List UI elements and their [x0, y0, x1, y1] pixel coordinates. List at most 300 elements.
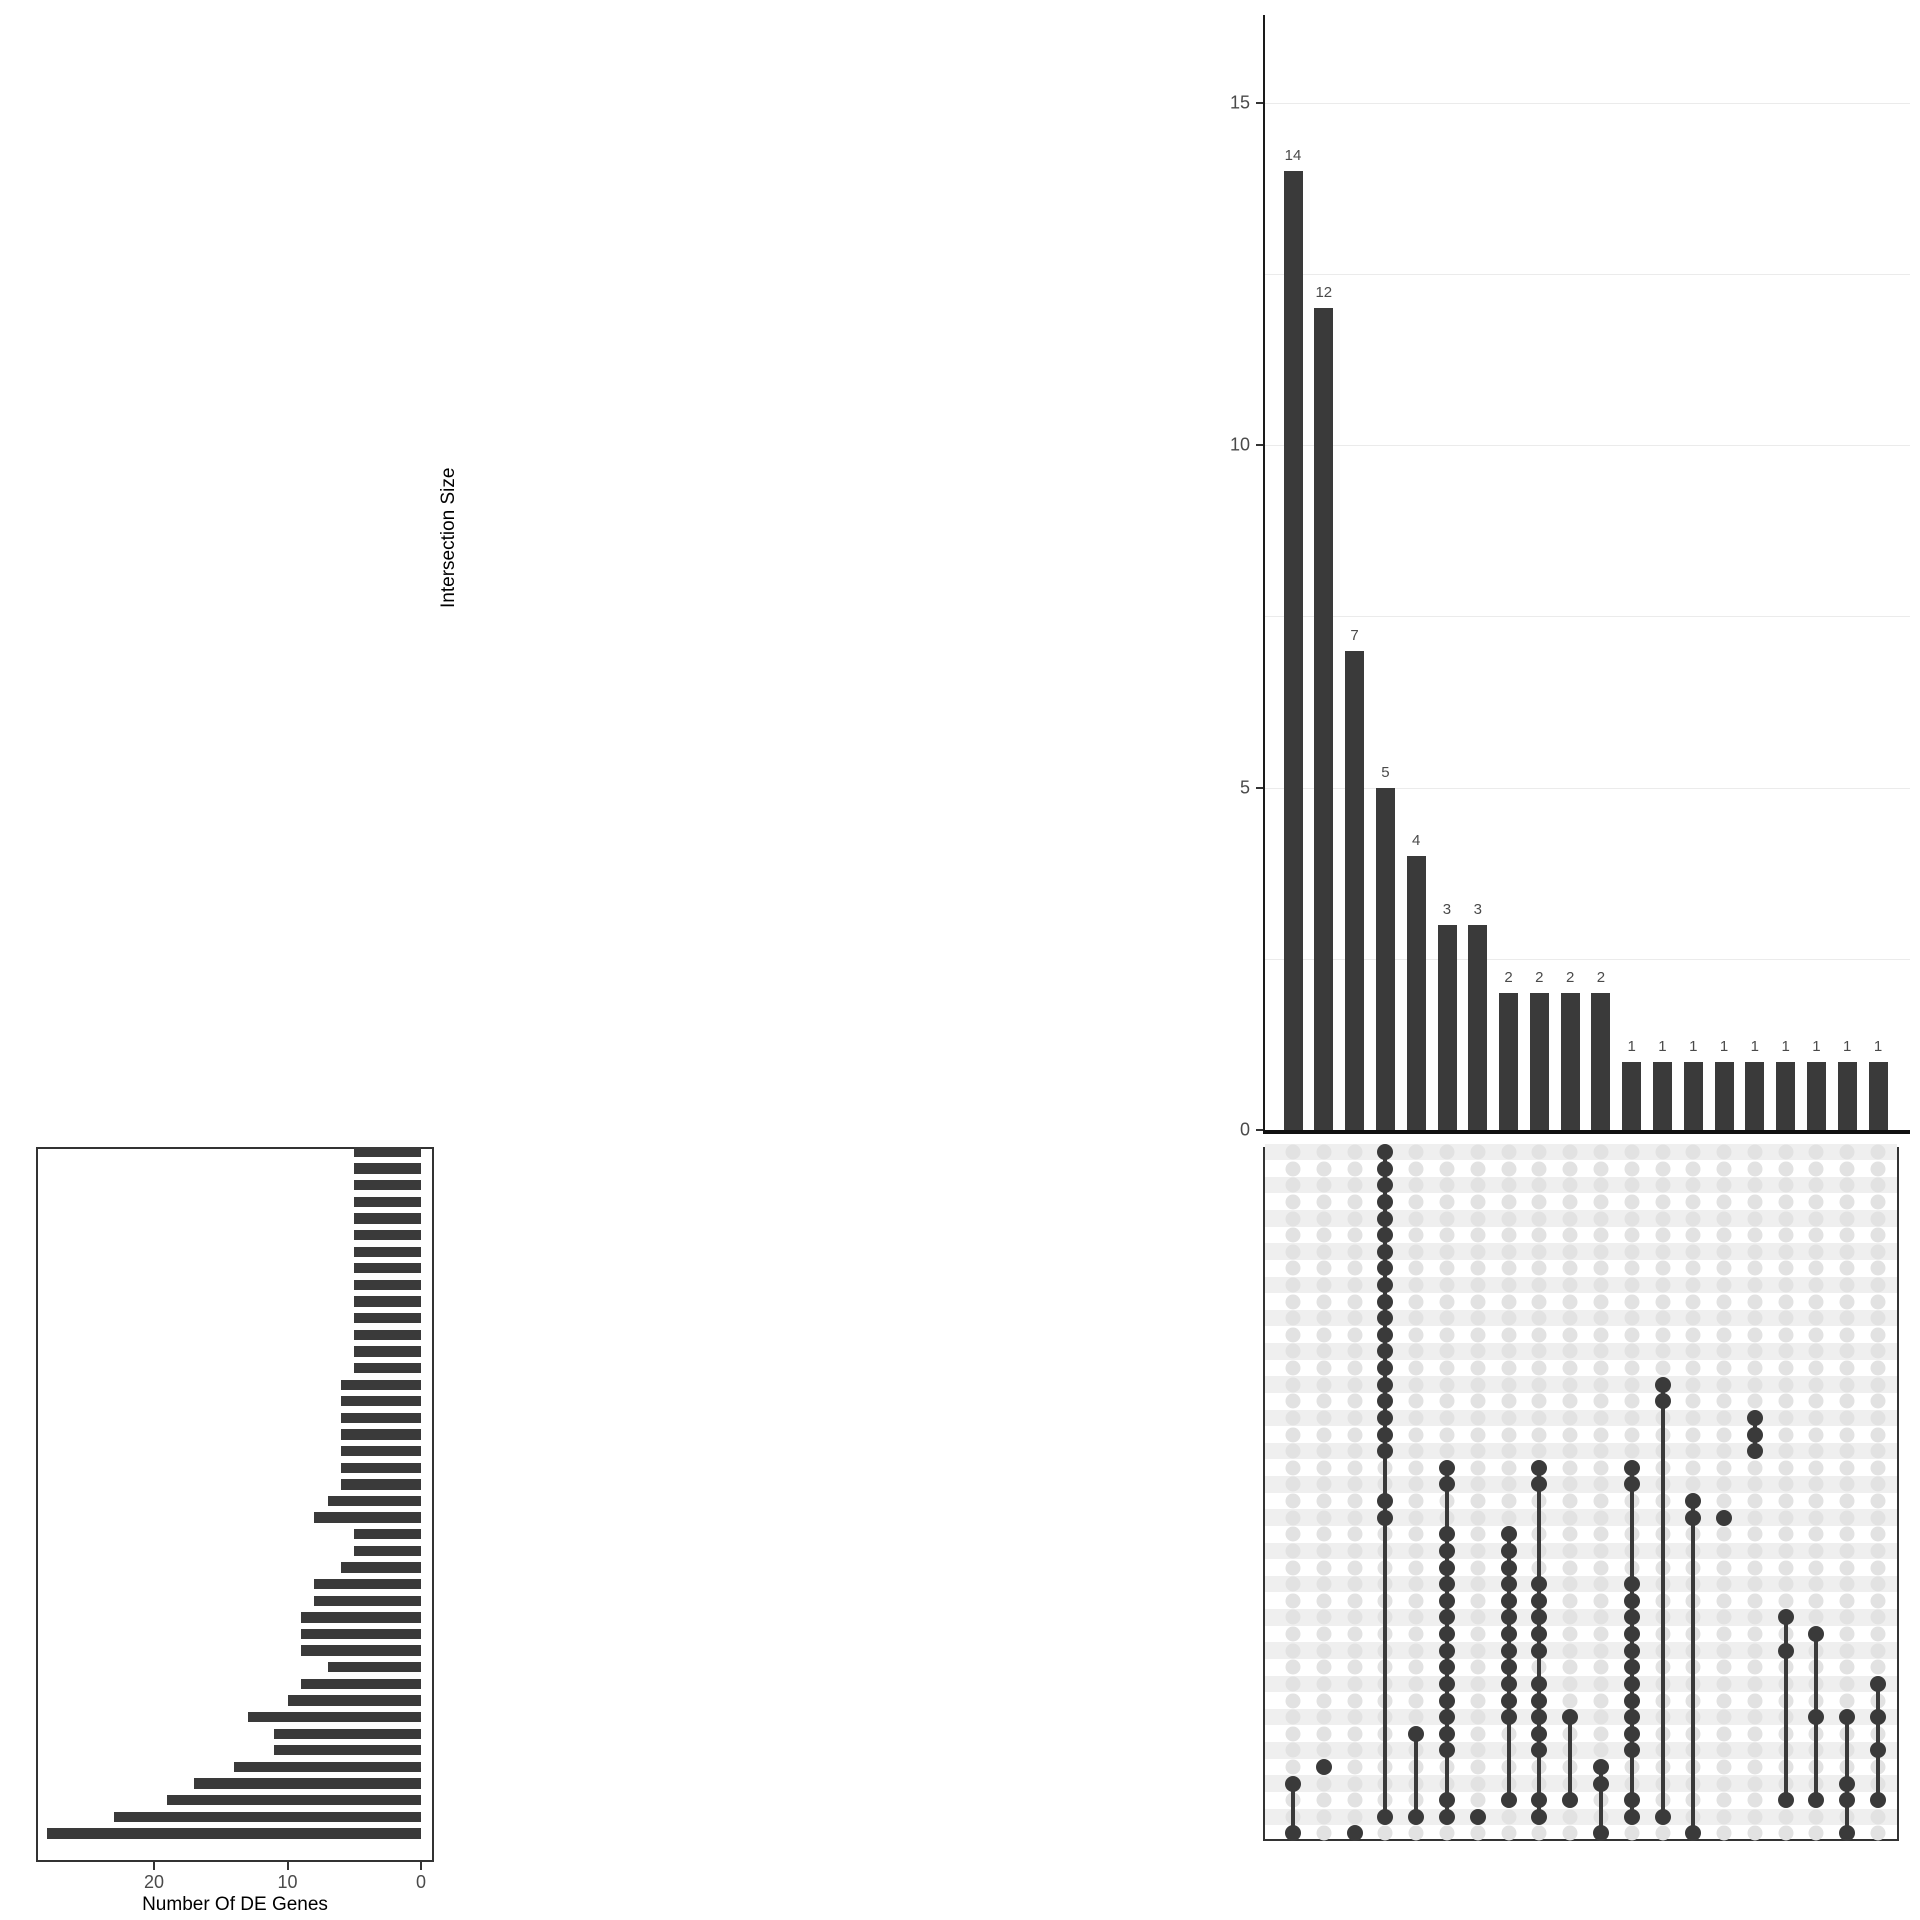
intersection-bar [1314, 308, 1333, 1130]
matrix-dot-inactive [1655, 1161, 1670, 1176]
matrix-dot-inactive [1747, 1145, 1762, 1160]
matrix-dot-inactive [1409, 1244, 1424, 1259]
matrix-dot-inactive [1316, 1444, 1331, 1459]
matrix-dot-inactive [1316, 1826, 1331, 1841]
matrix-dot-inactive [1316, 1726, 1331, 1741]
matrix-dot-inactive [1624, 1311, 1639, 1326]
intersection-count-label: 1 [1689, 1037, 1698, 1055]
matrix-dot-inactive [1286, 1161, 1301, 1176]
matrix-dot-inactive [1501, 1278, 1516, 1293]
matrix-dot-inactive [1778, 1311, 1793, 1326]
matrix-dot-inactive [1470, 1410, 1485, 1425]
matrix-dot-inactive [1501, 1294, 1516, 1309]
matrix-dot-inactive [1347, 1809, 1362, 1824]
matrix-dot-inactive [1563, 1460, 1578, 1475]
matrix-dot-inactive [1316, 1809, 1331, 1824]
matrix-dot-inactive [1286, 1194, 1301, 1209]
x-tick [420, 1862, 422, 1870]
matrix-dot-inactive [1655, 1228, 1670, 1243]
matrix-dot-inactive [1409, 1543, 1424, 1558]
matrix-dot-active [1408, 1809, 1424, 1825]
matrix-dot-inactive [1871, 1427, 1886, 1442]
matrix-dot-active [1439, 1560, 1455, 1576]
set-size-bar [314, 1596, 421, 1606]
matrix-dot-inactive [1747, 1161, 1762, 1176]
matrix-dot-inactive [1686, 1361, 1701, 1376]
intersection-bar [1438, 925, 1457, 1131]
matrix-dot-inactive [1593, 1294, 1608, 1309]
matrix-dot-inactive [1532, 1311, 1547, 1326]
matrix-dot-inactive [1563, 1377, 1578, 1392]
matrix-dot-active [1531, 1693, 1547, 1709]
matrix-dot-inactive [1778, 1444, 1793, 1459]
matrix-dot-inactive [1809, 1809, 1824, 1824]
matrix-dot-inactive [1501, 1410, 1516, 1425]
matrix-dot-inactive [1809, 1194, 1824, 1209]
matrix-dot-inactive [1778, 1560, 1793, 1575]
matrix-dot-inactive [1316, 1460, 1331, 1475]
matrix-dot-active [1839, 1825, 1855, 1841]
set-size-bar [341, 1463, 421, 1473]
matrix-dot-inactive [1409, 1693, 1424, 1708]
matrix-dot-active [1285, 1776, 1301, 1792]
matrix-dot-inactive [1532, 1294, 1547, 1309]
intersection-bar [1715, 1062, 1734, 1131]
matrix-dot-inactive [1593, 1244, 1608, 1259]
matrix-dot-inactive [1347, 1261, 1362, 1276]
matrix-dot-active [1439, 1693, 1455, 1709]
y-tick [1256, 787, 1263, 789]
matrix-dot-inactive [1809, 1145, 1824, 1160]
matrix-dot-inactive [1624, 1410, 1639, 1425]
matrix-dot-active [1377, 1211, 1393, 1227]
matrix-dot-inactive [1470, 1543, 1485, 1558]
set-size-bar [354, 1230, 421, 1240]
matrix-dot-active [1870, 1742, 1886, 1758]
matrix-dot-inactive [1532, 1344, 1547, 1359]
matrix-dot-inactive [1778, 1394, 1793, 1409]
matrix-dot-active [1624, 1576, 1640, 1592]
matrix-dot-inactive [1563, 1643, 1578, 1658]
matrix-dot-inactive [1347, 1161, 1362, 1176]
matrix-dot-inactive [1809, 1527, 1824, 1542]
matrix-dot-inactive [1840, 1194, 1855, 1209]
matrix-dot-inactive [1871, 1278, 1886, 1293]
matrix-dot-inactive [1409, 1294, 1424, 1309]
matrix-dot-inactive [1316, 1527, 1331, 1542]
matrix-dot-inactive [1316, 1311, 1331, 1326]
matrix-dot-inactive [1470, 1494, 1485, 1509]
matrix-dot-inactive [1563, 1344, 1578, 1359]
intersection-bar [1838, 1062, 1857, 1131]
matrix-dot-active [1501, 1576, 1517, 1592]
matrix-dot-inactive [1286, 1278, 1301, 1293]
matrix-dot-inactive [1563, 1327, 1578, 1342]
matrix-dot-inactive [1840, 1261, 1855, 1276]
matrix-dot-active [1439, 1460, 1455, 1476]
matrix-dot-inactive [1840, 1427, 1855, 1442]
matrix-dot-inactive [1286, 1627, 1301, 1642]
matrix-dot-inactive [1286, 1577, 1301, 1592]
matrix-dot-inactive [1316, 1543, 1331, 1558]
matrix-dot-inactive [1686, 1244, 1701, 1259]
matrix-dot-inactive [1316, 1145, 1331, 1160]
matrix-dot-inactive [1501, 1228, 1516, 1243]
matrix-dot-active [1808, 1626, 1824, 1642]
matrix-dot-inactive [1778, 1244, 1793, 1259]
matrix-dot-inactive [1501, 1194, 1516, 1209]
matrix-dot-inactive [1286, 1560, 1301, 1575]
set-size-bar [354, 1180, 421, 1190]
matrix-dot-inactive [1440, 1327, 1455, 1342]
matrix-dot-inactive [1501, 1494, 1516, 1509]
matrix-dot-inactive [1593, 1477, 1608, 1492]
intersection-count-label: 1 [1750, 1037, 1760, 1055]
matrix-dot-inactive [1347, 1510, 1362, 1525]
matrix-dot-active [1655, 1377, 1671, 1393]
matrix-dot-inactive [1593, 1327, 1608, 1342]
matrix-dot-inactive [1717, 1261, 1732, 1276]
matrix-dot-inactive [1717, 1743, 1732, 1758]
matrix-dot-inactive [1747, 1743, 1762, 1758]
matrix-dot-inactive [1347, 1793, 1362, 1808]
matrix-dot-active [1531, 1576, 1547, 1592]
matrix-dot-inactive [1593, 1444, 1608, 1459]
matrix-dot-inactive [1624, 1344, 1639, 1359]
matrix-dot-inactive [1593, 1278, 1608, 1293]
set-size-bar [354, 1213, 421, 1223]
matrix-dot-inactive [1871, 1344, 1886, 1359]
matrix-dot-inactive [1871, 1527, 1886, 1542]
matrix-dot-active [1377, 1343, 1393, 1359]
matrix-dot-active [1531, 1809, 1547, 1825]
matrix-dot-inactive [1809, 1410, 1824, 1425]
matrix-dot-inactive [1778, 1211, 1793, 1226]
matrix-dot-inactive [1809, 1427, 1824, 1442]
matrix-dot-inactive [1563, 1444, 1578, 1459]
matrix-dot-inactive [1532, 1826, 1547, 1841]
matrix-dot-inactive [1840, 1593, 1855, 1608]
matrix-dot-inactive [1840, 1693, 1855, 1708]
matrix-dot-inactive [1747, 1627, 1762, 1642]
matrix-dot-active [1377, 1194, 1393, 1210]
matrix-dot-inactive [1593, 1693, 1608, 1708]
matrix-dot-inactive [1563, 1676, 1578, 1691]
matrix-dot-inactive [1532, 1244, 1547, 1259]
matrix-dot-inactive [1501, 1178, 1516, 1193]
matrix-dot-inactive [1593, 1510, 1608, 1525]
matrix-dot-inactive [1717, 1178, 1732, 1193]
gridline [1263, 445, 1910, 446]
intersection-count-label: 2 [1535, 969, 1544, 986]
matrix-dot-inactive [1717, 1593, 1732, 1608]
matrix-dot-active [1501, 1693, 1517, 1709]
matrix-dot-inactive [1747, 1460, 1762, 1475]
matrix-dot-active [1501, 1560, 1517, 1576]
matrix-dot-inactive [1809, 1161, 1824, 1176]
intersection-bar [1407, 856, 1426, 1130]
matrix-dot-inactive [1809, 1826, 1824, 1841]
matrix-dot-inactive [1316, 1577, 1331, 1592]
matrix-dot-inactive [1378, 1826, 1393, 1841]
matrix-dot-active [1685, 1510, 1701, 1526]
matrix-dot-inactive [1686, 1444, 1701, 1459]
matrix-dot-inactive [1840, 1410, 1855, 1425]
matrix-dot-inactive [1624, 1161, 1639, 1176]
matrix-dot-inactive [1409, 1460, 1424, 1475]
matrix-dot-inactive [1809, 1178, 1824, 1193]
matrix-dot-inactive [1470, 1244, 1485, 1259]
set-size-bar [248, 1712, 422, 1722]
matrix-dot-inactive [1563, 1410, 1578, 1425]
matrix-dot-inactive [1286, 1377, 1301, 1392]
matrix-dot-inactive [1686, 1261, 1701, 1276]
matrix-dot-inactive [1747, 1710, 1762, 1725]
matrix-dot-inactive [1747, 1327, 1762, 1342]
matrix-dot-inactive [1440, 1211, 1455, 1226]
set-size-bar [314, 1579, 421, 1589]
matrix-dot-inactive [1409, 1710, 1424, 1725]
matrix-dot-inactive [1593, 1361, 1608, 1376]
matrix-dot-inactive [1501, 1244, 1516, 1259]
matrix-dot-inactive [1809, 1327, 1824, 1342]
matrix-dot-inactive [1440, 1410, 1455, 1425]
matrix-dot-inactive [1316, 1394, 1331, 1409]
matrix-dot-inactive [1686, 1427, 1701, 1442]
matrix-dot-inactive [1840, 1610, 1855, 1625]
matrix-dot-active [1624, 1609, 1640, 1625]
matrix-dot-inactive [1747, 1793, 1762, 1808]
matrix-dot-inactive [1778, 1145, 1793, 1160]
matrix-dot-inactive [1686, 1477, 1701, 1492]
matrix-dot-inactive [1563, 1294, 1578, 1309]
matrix-dot-active [1439, 1626, 1455, 1642]
matrix-dot-inactive [1747, 1560, 1762, 1575]
matrix-dot-inactive [1717, 1660, 1732, 1675]
matrix-dot-inactive [1747, 1361, 1762, 1376]
matrix-dot-inactive [1747, 1759, 1762, 1774]
intersection-bar [1499, 993, 1518, 1130]
matrix-dot-active [1377, 1327, 1393, 1343]
matrix-dot-inactive [1347, 1759, 1362, 1774]
matrix-dot-active [1439, 1676, 1455, 1692]
matrix-dot-inactive [1470, 1826, 1485, 1841]
matrix-dot-inactive [1593, 1743, 1608, 1758]
matrix-dot-inactive [1409, 1527, 1424, 1542]
matrix-dot-active [1377, 1277, 1393, 1293]
matrix-dot-active [1531, 1593, 1547, 1609]
matrix-dot-inactive [1809, 1577, 1824, 1592]
matrix-dot-inactive [1747, 1510, 1762, 1525]
matrix-dot-inactive [1717, 1161, 1732, 1176]
set-size-bar [341, 1413, 421, 1423]
matrix-dot-inactive [1871, 1444, 1886, 1459]
matrix-dot-inactive [1501, 1427, 1516, 1442]
matrix-dot-active [1377, 1410, 1393, 1426]
matrix-dot-inactive [1593, 1610, 1608, 1625]
matrix-dot-inactive [1470, 1311, 1485, 1326]
matrix-dot-inactive [1563, 1211, 1578, 1226]
matrix-dot-inactive [1347, 1361, 1362, 1376]
matrix-dot-active [1624, 1460, 1640, 1476]
matrix-dot-inactive [1470, 1610, 1485, 1625]
matrix-dot-inactive [1470, 1759, 1485, 1774]
matrix-dot-active [1501, 1709, 1517, 1725]
matrix-dot-inactive [1593, 1527, 1608, 1542]
matrix-dot-inactive [1347, 1494, 1362, 1509]
gridline [1263, 616, 1910, 617]
matrix-dot-inactive [1563, 1494, 1578, 1509]
set-size-bar [354, 1363, 421, 1373]
intersection-count-label: 2 [1596, 969, 1606, 986]
matrix-dot-inactive [1440, 1178, 1455, 1193]
matrix-dot-inactive [1778, 1261, 1793, 1276]
matrix-dot-inactive [1871, 1560, 1886, 1575]
matrix-dot-inactive [1717, 1244, 1732, 1259]
matrix-dot-inactive [1316, 1560, 1331, 1575]
matrix-connector [1691, 1501, 1695, 1833]
matrix-dot-inactive [1624, 1377, 1639, 1392]
matrix-dot-inactive [1563, 1627, 1578, 1642]
matrix-dot-inactive [1470, 1161, 1485, 1176]
matrix-dot-inactive [1440, 1377, 1455, 1392]
matrix-dot-inactive [1532, 1145, 1547, 1160]
matrix-dot-inactive [1470, 1194, 1485, 1209]
matrix-dot-inactive [1717, 1527, 1732, 1542]
matrix-dot-active [1624, 1809, 1640, 1825]
matrix-dot-active [1470, 1809, 1486, 1825]
matrix-dot-inactive [1409, 1643, 1424, 1658]
matrix-dot-inactive [1563, 1527, 1578, 1542]
matrix-dot-active [1624, 1709, 1640, 1725]
matrix-dot-inactive [1501, 1327, 1516, 1342]
matrix-dot-inactive [1871, 1211, 1886, 1226]
matrix-dot-inactive [1717, 1643, 1732, 1658]
matrix-dot-inactive [1286, 1311, 1301, 1326]
x-baseline [1263, 1130, 1910, 1134]
matrix-dot-inactive [1840, 1477, 1855, 1492]
matrix-dot-inactive [1501, 1510, 1516, 1525]
intersection-count-label: 1 [1873, 1037, 1883, 1055]
matrix-dot-inactive [1778, 1194, 1793, 1209]
matrix-dot-inactive [1409, 1145, 1424, 1160]
matrix-dot-inactive [1809, 1344, 1824, 1359]
matrix-dot-inactive [1286, 1294, 1301, 1309]
matrix-dot-inactive [1470, 1294, 1485, 1309]
set-size-bar [274, 1745, 421, 1755]
matrix-dot-active [1531, 1676, 1547, 1692]
matrix-dot-inactive [1593, 1660, 1608, 1675]
matrix-dot-active [1347, 1825, 1363, 1841]
matrix-dot-inactive [1470, 1577, 1485, 1592]
matrix-dot-active [1377, 1244, 1393, 1260]
matrix-dot-inactive [1316, 1211, 1331, 1226]
matrix-dot-inactive [1871, 1627, 1886, 1642]
matrix-dot-inactive [1717, 1344, 1732, 1359]
matrix-dot-inactive [1871, 1311, 1886, 1326]
matrix-dot-inactive [1686, 1394, 1701, 1409]
matrix-dot-inactive [1532, 1410, 1547, 1425]
matrix-dot-inactive [1840, 1627, 1855, 1642]
matrix-dot-inactive [1747, 1377, 1762, 1392]
matrix-dot-inactive [1717, 1460, 1732, 1475]
matrix-dot-inactive [1778, 1427, 1793, 1442]
matrix-dot-inactive [1470, 1776, 1485, 1791]
matrix-dot-inactive [1717, 1394, 1732, 1409]
matrix-dot-inactive [1593, 1261, 1608, 1276]
set-size-bar [341, 1429, 421, 1439]
matrix-dot-inactive [1286, 1726, 1301, 1741]
matrix-dot-active [1593, 1825, 1609, 1841]
matrix-dot-active [1377, 1177, 1393, 1193]
set-size-bar [341, 1479, 421, 1489]
matrix-dot-inactive [1316, 1793, 1331, 1808]
matrix-dot-inactive [1593, 1228, 1608, 1243]
matrix-dot-inactive [1470, 1327, 1485, 1342]
matrix-dot-inactive [1624, 1244, 1639, 1259]
matrix-dot-inactive [1717, 1477, 1732, 1492]
matrix-dot-active [1747, 1427, 1763, 1443]
matrix-dot-active [1655, 1393, 1671, 1409]
matrix-dot-inactive [1286, 1710, 1301, 1725]
matrix-dot-inactive [1316, 1161, 1331, 1176]
matrix-dot-inactive [1347, 1278, 1362, 1293]
y-tick [1256, 444, 1263, 446]
matrix-dot-inactive [1316, 1643, 1331, 1658]
matrix-dot-inactive [1470, 1460, 1485, 1475]
matrix-dot-inactive [1316, 1244, 1331, 1259]
matrix-dot-inactive [1809, 1244, 1824, 1259]
matrix-dot-active [1624, 1659, 1640, 1675]
matrix-dot-active [1747, 1410, 1763, 1426]
matrix-dot-inactive [1563, 1261, 1578, 1276]
set-size-axis-title: Number Of DE Genes [142, 1894, 328, 1915]
y-tick-label: 5 [1239, 777, 1250, 797]
matrix-dot-active [1377, 1144, 1393, 1160]
matrix-dot-inactive [1747, 1228, 1762, 1243]
matrix-dot-inactive [1840, 1377, 1855, 1392]
matrix-dot-inactive [1686, 1327, 1701, 1342]
matrix-dot-inactive [1809, 1560, 1824, 1575]
matrix-dot-inactive [1347, 1627, 1362, 1642]
matrix-dot-inactive [1655, 1327, 1670, 1342]
matrix-dot-inactive [1347, 1527, 1362, 1542]
matrix-dot-inactive [1470, 1510, 1485, 1525]
x-tick [287, 1862, 289, 1870]
matrix-dot-inactive [1840, 1178, 1855, 1193]
set-size-bar [274, 1729, 421, 1739]
matrix-dot-inactive [1286, 1145, 1301, 1160]
matrix-dot-inactive [1409, 1427, 1424, 1442]
matrix-dot-active [1439, 1593, 1455, 1609]
matrix-dot-inactive [1347, 1377, 1362, 1392]
x-tick-label: 10 [277, 1872, 298, 1892]
matrix-dot-inactive [1717, 1327, 1732, 1342]
matrix-dot-inactive [1347, 1444, 1362, 1459]
matrix-dot-inactive [1778, 1543, 1793, 1558]
matrix-dot-inactive [1686, 1145, 1701, 1160]
matrix-dot-inactive [1316, 1494, 1331, 1509]
matrix-dot-inactive [1470, 1444, 1485, 1459]
intersection-count-label: 1 [1658, 1037, 1667, 1055]
matrix-dot-inactive [1409, 1311, 1424, 1326]
matrix-dot-inactive [1871, 1261, 1886, 1276]
matrix-dot-inactive [1871, 1510, 1886, 1525]
matrix-dot-inactive [1316, 1410, 1331, 1425]
matrix-dot-inactive [1840, 1244, 1855, 1259]
matrix-dot-inactive [1593, 1194, 1608, 1209]
matrix-dot-inactive [1440, 1344, 1455, 1359]
